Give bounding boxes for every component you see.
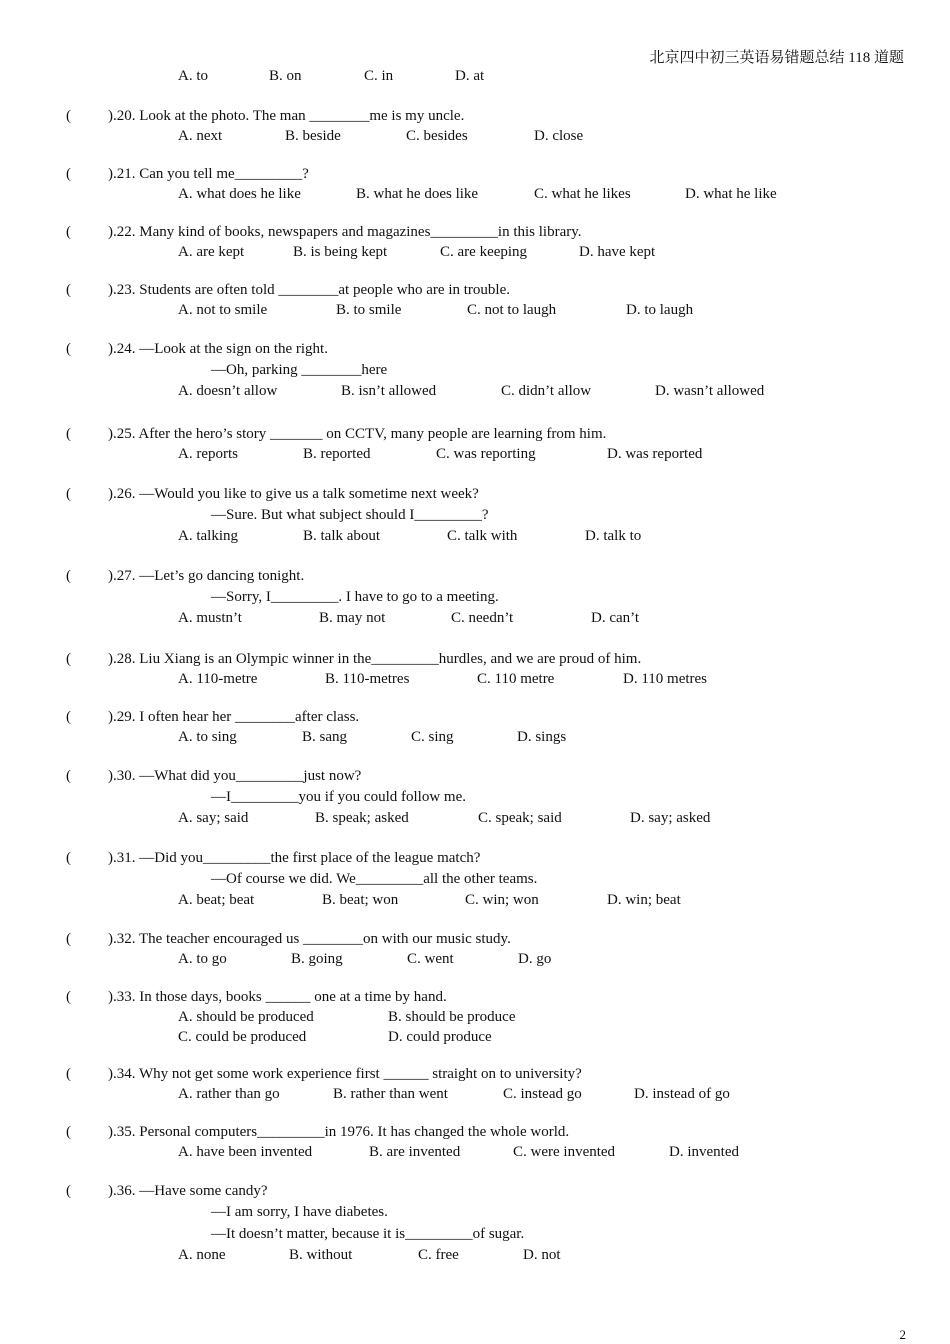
option: D. sings (517, 729, 567, 745)
answer-blank-paren: ( (66, 768, 71, 784)
option: C. instead go (503, 1086, 582, 1102)
dialog-line: —Sure. But what subject should I_________? (211, 507, 489, 523)
options-row (66, 1142, 926, 1162)
option: A. to sing (178, 729, 237, 745)
option: C. went (407, 951, 454, 967)
question-stem: ).31. —Did you_________the first place of the league match? (108, 850, 481, 866)
options-row (66, 1084, 926, 1104)
option: C. in (364, 68, 394, 84)
option: B. 110-metres (325, 671, 410, 687)
options-row (66, 444, 926, 464)
option: B. what he does like (356, 186, 479, 202)
question-stem: ).23. Students are often told ________at people who are in trouble. (108, 282, 510, 298)
option: D. to laugh (626, 302, 694, 318)
question (66, 649, 926, 689)
option: B. without (289, 1247, 353, 1263)
option: C. what he likes (534, 186, 631, 202)
option: D. win; beat (607, 892, 681, 908)
question (66, 566, 926, 628)
option: C. not to laugh (467, 302, 557, 318)
question (66, 339, 926, 401)
option: A. 110-metre (178, 671, 258, 687)
dialog-line: —It doesn’t matter, because it is_________of sugar. (211, 1226, 525, 1242)
option: C. could be produced (178, 1029, 307, 1045)
answer-blank-paren: ( (66, 709, 71, 725)
question-stem: ).21. Can you tell me_________? (108, 166, 309, 182)
option: D. 110 metres (623, 671, 708, 687)
option: B. talk about (303, 528, 381, 544)
answer-blank-paren: ( (66, 989, 71, 1005)
page-number: 2 (899, 1327, 906, 1342)
option: D. have kept (579, 244, 656, 260)
options-row (66, 608, 926, 628)
question-stem: ).22. Many kind of books, newspapers and magazines_________in this library. (108, 224, 582, 240)
option: B. may not (319, 610, 386, 626)
options-row (66, 727, 926, 747)
option: A. next (178, 128, 223, 144)
option: C. free (418, 1247, 459, 1263)
option: A. talking (178, 528, 238, 544)
option: D. invented (669, 1144, 739, 1160)
dialog-line: —Of course we did. We_________all the other teams. (211, 871, 538, 887)
option: D. say; asked (630, 810, 711, 826)
options-row (66, 890, 926, 910)
question-stem: ).27. —Let’s go dancing tonight. (108, 568, 305, 584)
option: C. was reporting (436, 446, 536, 462)
option: B. on (269, 68, 302, 84)
answer-blank-paren: ( (66, 108, 71, 124)
options-row (66, 184, 926, 204)
answer-blank-paren: ( (66, 850, 71, 866)
dialog-line: —I am sorry, I have diabetes. (211, 1204, 388, 1220)
answer-blank-paren: ( (66, 568, 71, 584)
question (66, 848, 926, 910)
option: A. not to smile (178, 302, 268, 318)
question-stem: ).24. —Look at the sign on the right. (108, 341, 328, 357)
option: A. what does he like (178, 186, 301, 202)
option: A. are kept (178, 244, 245, 260)
question-stem: ).25. After the hero’s story _______ on CCTV, many people are learning from him. (108, 426, 607, 442)
options-row (66, 526, 926, 546)
option: A. have been invented (178, 1144, 313, 1160)
option: C. are keeping (440, 244, 528, 260)
option: B. going (291, 951, 343, 967)
question-stem: ).34. Why not get some work experience first ______ straight on to university? (108, 1066, 582, 1082)
question (66, 222, 926, 262)
option: A. say; said (178, 810, 249, 826)
question (66, 1064, 926, 1104)
question (66, 106, 926, 146)
answer-blank-paren: ( (66, 282, 71, 298)
option: D. could produce (388, 1029, 492, 1045)
answer-blank-paren: ( (66, 1124, 71, 1140)
question (66, 424, 926, 464)
question (66, 1122, 926, 1162)
option: B. isn’t allowed (341, 383, 437, 399)
option: D. what he like (685, 186, 777, 202)
answer-blank-paren: ( (66, 1183, 71, 1199)
option: B. to smile (336, 302, 402, 318)
dialog-line: —Sorry, I_________. I have to go to a meeting. (211, 589, 499, 605)
options-row (66, 300, 926, 320)
option: B. beat; won (322, 892, 399, 908)
question (66, 280, 926, 320)
option: B. beside (285, 128, 341, 144)
option: D. go (518, 951, 552, 967)
option: A. should be produced (178, 1009, 314, 1025)
question (66, 1181, 926, 1265)
option: D. instead of go (634, 1086, 730, 1102)
question (66, 766, 926, 828)
option: C. talk with (447, 528, 518, 544)
options-row (66, 1007, 926, 1027)
option: C. speak; said (478, 810, 562, 826)
option: D. at (455, 68, 485, 84)
question-stem: ).26. —Would you like to give us a talk sometime next week? (108, 486, 479, 502)
options-row (66, 1027, 926, 1047)
option: A. rather than go (178, 1086, 280, 1102)
option: A. doesn’t allow (178, 383, 278, 399)
option: B. are invented (369, 1144, 461, 1160)
question-stem: ).28. Liu Xiang is an Olympic winner in the_________hurdles, and we are proud of him. (108, 651, 642, 667)
options-row (66, 126, 926, 146)
option: D. talk to (585, 528, 642, 544)
option: A. to (178, 68, 208, 84)
answer-blank-paren: ( (66, 486, 71, 502)
option: D. close (534, 128, 584, 144)
options-row (66, 808, 926, 828)
option: B. reported (303, 446, 371, 462)
option: C. needn’t (451, 610, 514, 626)
option: A. reports (178, 446, 238, 462)
answer-blank-paren: ( (66, 166, 71, 182)
option: B. rather than went (333, 1086, 448, 1102)
options-row (66, 669, 926, 689)
question (66, 707, 926, 747)
option: C. 110 metre (477, 671, 555, 687)
answer-blank-paren: ( (66, 224, 71, 240)
option: B. is being kept (293, 244, 388, 260)
option: B. speak; asked (315, 810, 409, 826)
answer-blank-paren: ( (66, 1066, 71, 1082)
answer-blank-paren: ( (66, 341, 71, 357)
option: A. to go (178, 951, 227, 967)
question (66, 987, 926, 1047)
option: C. sing (411, 729, 454, 745)
option: B. sang (302, 729, 347, 745)
question (66, 484, 926, 546)
options-row (66, 1245, 926, 1265)
question-stem: ).35. Personal computers_________in 1976. It has changed the whole world. (108, 1124, 570, 1140)
option: C. besides (406, 128, 468, 144)
option: D. can’t (591, 610, 640, 626)
answer-blank-paren: ( (66, 931, 71, 947)
dialog-line: —I_________you if you could follow me. (211, 789, 466, 805)
options-row (66, 949, 926, 969)
option: D. wasn’t allowed (655, 383, 765, 399)
option: C. win; won (465, 892, 539, 908)
question-stem: ).29. I often hear her ________after class. (108, 709, 360, 725)
question-stem: ).32. The teacher encouraged us ________on with our music study. (108, 931, 511, 947)
answer-blank-paren: ( (66, 651, 71, 667)
option: C. were invented (513, 1144, 616, 1160)
options-row (66, 381, 926, 401)
question (66, 929, 926, 969)
options-row (66, 242, 926, 262)
option: D. not (523, 1247, 561, 1263)
option: A. beat; beat (178, 892, 255, 908)
question (66, 164, 926, 204)
answer-blank-paren: ( (66, 426, 71, 442)
question-stem: ).30. —What did you_________just now? (108, 768, 362, 784)
option: B. should be produce (388, 1009, 516, 1025)
option: C. didn’t allow (501, 383, 592, 399)
question-stem: ).36. —Have some candy? (108, 1183, 268, 1199)
option: D. was reported (607, 446, 703, 462)
dialog-line: —Oh, parking ________here (211, 362, 388, 378)
question-stem: ).33. In those days, books ______ one at a time by hand. (108, 989, 447, 1005)
option: A. none (178, 1247, 226, 1263)
page-header: 北京四中初三英语易错题总结 118 道题 (649, 50, 904, 66)
question-stem: ).20. Look at the photo. The man ________me is my uncle. (108, 108, 465, 124)
option: A. mustn’t (178, 610, 242, 626)
